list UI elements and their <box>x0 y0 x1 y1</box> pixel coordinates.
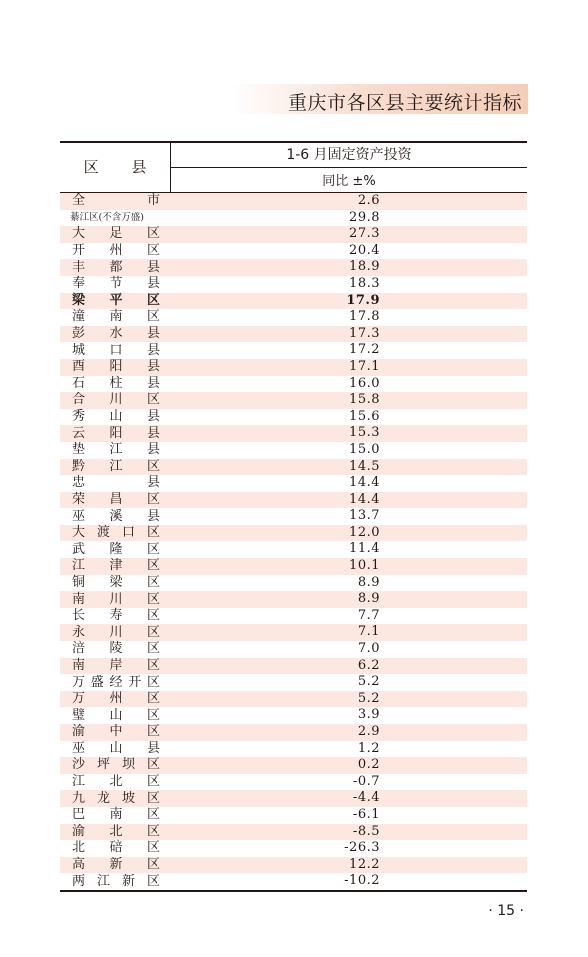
table-row <box>60 674 527 691</box>
yoy-value: 15.0 <box>349 441 380 457</box>
table-row <box>60 226 527 243</box>
district-name: 巴 南 区 <box>72 807 160 823</box>
yoy-value: 10.1 <box>349 558 380 574</box>
table-row <box>60 857 527 874</box>
district-name: 铜 梁 区 <box>72 574 160 590</box>
table-row <box>60 724 527 741</box>
table-row <box>60 425 527 442</box>
yoy-value: 12.0 <box>349 524 380 540</box>
table-row <box>60 276 527 293</box>
yoy-value: 14.5 <box>349 458 380 474</box>
district-name: 全 市 <box>72 193 160 209</box>
district-name: 云 阳 县 <box>72 425 160 441</box>
table-row <box>60 259 527 276</box>
district-name: 奉 节 县 <box>72 276 160 292</box>
header-yoy: 同比 ±% <box>322 174 376 189</box>
yoy-value: 16.0 <box>349 375 380 391</box>
district-name: 璧 山 区 <box>72 707 160 723</box>
yoy-value: 7.7 <box>357 607 380 623</box>
yoy-value: 2.6 <box>357 193 380 208</box>
yoy-value: 3.9 <box>357 707 380 723</box>
district-name: 城 口 县 <box>72 342 160 358</box>
district-name: 江 津 区 <box>72 558 160 574</box>
yoy-value: 7.0 <box>357 641 380 657</box>
table-row <box>60 824 527 841</box>
table-row <box>60 807 527 824</box>
district-name: 黔 江 区 <box>72 458 160 474</box>
district-name: 彭 水 县 <box>72 326 160 342</box>
table-row <box>60 757 527 774</box>
district-name: 忠 县 <box>72 475 160 491</box>
district-name: 永 川 区 <box>72 624 160 640</box>
table-row <box>60 309 527 326</box>
table-row <box>60 658 527 675</box>
district-name: 北 碚 区 <box>72 840 160 856</box>
section-title: 重庆市各区县主要统计指标 <box>287 92 522 114</box>
table-row <box>60 459 527 476</box>
yoy-value: -8.5 <box>352 823 380 839</box>
section-banner <box>232 84 528 114</box>
yoy-value: 5.2 <box>357 690 380 706</box>
table-row <box>60 359 527 376</box>
table-row <box>60 641 527 658</box>
table-row <box>60 774 527 791</box>
table-row <box>60 193 527 210</box>
table-row <box>60 376 527 393</box>
table-row <box>60 409 527 426</box>
table-row <box>60 442 527 459</box>
table-row <box>60 840 527 857</box>
yoy-value: 13.7 <box>349 508 380 524</box>
yoy-value: 8.9 <box>357 574 380 590</box>
table-row <box>60 492 527 509</box>
table-row <box>60 326 527 343</box>
table-row <box>60 342 527 359</box>
table-row <box>60 541 527 558</box>
yoy-value: 2.9 <box>357 724 380 739</box>
yoy-value: 11.4 <box>349 541 380 557</box>
yoy-value: 14.4 <box>349 475 380 491</box>
yoy-value: -26.3 <box>344 840 380 856</box>
district-name: 万 盛 经 开 区 <box>72 674 160 690</box>
table-row <box>60 392 527 409</box>
table-row <box>60 210 527 227</box>
yoy-value: -6.1 <box>352 806 380 822</box>
yoy-value: 6.2 <box>357 657 380 673</box>
district-name: 开 州 区 <box>72 243 160 259</box>
district-name: 武 隆 区 <box>72 541 160 557</box>
yoy-value: 17.1 <box>349 358 380 374</box>
district-name: 万 州 区 <box>72 691 160 707</box>
yoy-value: 8.9 <box>357 591 380 607</box>
yoy-value: 14.4 <box>349 491 380 507</box>
table-row <box>60 608 527 625</box>
district-name: 涪 陵 区 <box>72 641 160 657</box>
district-name: 两 江 新 区 <box>72 873 160 889</box>
district-name: 江 北 区 <box>72 774 160 790</box>
header-investment: 1-6 月固定资产投资 <box>286 147 412 163</box>
district-name: 渝 北 区 <box>72 823 160 839</box>
yoy-value: 12.2 <box>349 856 380 872</box>
yoy-value: 1.2 <box>357 740 380 756</box>
yoy-value: 5.2 <box>357 674 380 690</box>
table-row <box>60 741 527 758</box>
table-body <box>60 193 527 890</box>
district-name: 南 岸 区 <box>72 657 160 673</box>
yoy-value: -4.4 <box>352 790 380 806</box>
table-row <box>60 475 527 492</box>
district-name: 巫 山 县 <box>72 740 160 756</box>
yoy-value: 18.9 <box>349 259 380 275</box>
district-name: 南 川 区 <box>72 591 160 607</box>
header-district: 区 县 <box>83 158 161 176</box>
district-name: 大 渡 口 区 <box>72 525 160 541</box>
district-name: 渝 中 区 <box>72 724 160 740</box>
table-bottom-rule <box>60 890 527 892</box>
yoy-value: 7.1 <box>357 624 380 640</box>
table-row <box>60 508 527 525</box>
table-row <box>60 243 527 260</box>
district-name: 长 寿 区 <box>72 608 160 624</box>
table-row <box>60 575 527 592</box>
page-number: · 15 · <box>488 903 524 919</box>
yoy-value: 15.8 <box>349 392 380 408</box>
yoy-value: 17.8 <box>349 309 380 325</box>
yoy-value: 27.3 <box>349 226 380 242</box>
table-row <box>60 873 527 890</box>
yoy-value: -0.7 <box>352 773 380 789</box>
yoy-value: 29.8 <box>349 209 380 225</box>
district-name: 綦江区(不含万盛) <box>70 211 144 223</box>
district-name: 石 柱 县 <box>72 375 160 391</box>
district-name: 高 新 区 <box>72 857 160 873</box>
yoy-value: 18.3 <box>349 275 380 291</box>
yoy-value: 20.4 <box>349 242 380 258</box>
yoy-value: -10.2 <box>344 873 380 889</box>
district-name: 沙 坪 坝 区 <box>72 757 160 773</box>
district-name: 酉 阳 县 <box>72 359 160 375</box>
yoy-value: 17.3 <box>349 325 380 341</box>
district-name: 丰 都 县 <box>72 259 160 275</box>
table-row <box>60 691 527 708</box>
district-name: 荣 昌 区 <box>72 491 160 507</box>
yoy-value: 17.9 <box>346 292 380 308</box>
district-name: 秀 山 县 <box>72 409 160 425</box>
table-row <box>60 293 527 310</box>
yoy-value: 15.6 <box>349 408 380 424</box>
district-name: 合 川 区 <box>72 392 160 408</box>
table-row <box>60 624 527 641</box>
table-row <box>60 525 527 542</box>
table-row <box>60 707 527 724</box>
table-row <box>60 591 527 608</box>
table-row <box>60 790 527 807</box>
yoy-value: 17.2 <box>349 342 380 358</box>
district-name: 梁 平 区 <box>72 292 160 308</box>
district-name: 垫 江 县 <box>72 442 160 458</box>
district-name: 大 足 区 <box>72 226 160 242</box>
yoy-value: 0.2 <box>357 757 380 773</box>
district-name: 九 龙 坡 区 <box>72 790 160 806</box>
table-row <box>60 558 527 575</box>
district-name: 潼 南 区 <box>72 309 160 325</box>
district-name: 巫 溪 县 <box>72 508 160 524</box>
yoy-value: 15.3 <box>349 425 380 441</box>
